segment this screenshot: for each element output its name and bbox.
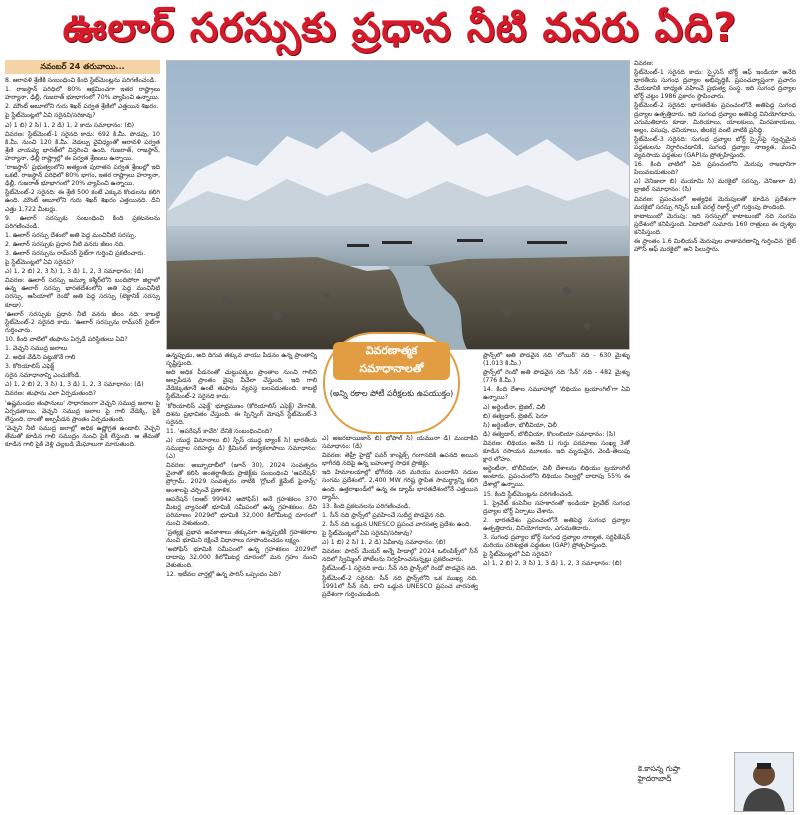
col2-paragraph: ఆపరేషన్ (ఐఆర్ 99942 అపోఫిస్) అనే గ్రహశకలం 370 మీటర్ల వ్యాసంతో భూమికి సమీపంలో ఉన్న గ్రహశకలం. దీని పరిమాణం 2029లో భూమికి 32,000 కిలోమీటర్ల దూరంలో నుంచి వెళుతుంది. [166, 495, 317, 527]
col4-paragraph: సి) అర్జెంటీనా, బొలీవియా, చిలీ [483, 421, 557, 429]
col4-paragraph: బి) ఈక్వెడార్, బ్రెజిల్, పెరూ [483, 412, 548, 420]
col1-paragraph: 'ఉష్ణమండల తుఫానులు' సాధారణంగా వెచ్చని సముద్ర జలాల పై ఏర్పడతాయి. వెచ్చని సముద్ర జలాల పై గాలి వేడెక్కి, పైకి లేస్తుంది. దాంతో అల్పపీడన ప్రాంతం ఏర్పడుతుంది. [5, 399, 160, 423]
col3-paragraph: వివరణ: తెహ్రీ హైడ్రో పవర్ కాంప్లెక్స్ గంగానదికి ఉపనది అయిన భాగీరథి నదిపై ఉన్న బహుళార్థ సాధక ప్రాజెక్టు. [322, 452, 478, 468]
col3-paragraph: స్టేట్‌మెంట్-1 సరైనది కాదు: సీన్ నది ఫ్రాన్స్‌లో రెండో పొడవైన నది. [322, 565, 478, 573]
col3-paragraph: ఎ) అజరబాయిజాన్ బి) భోపాల్ సి) యమునా డి) మందాకిని సమాధానం: (డి) [322, 435, 478, 451]
col4-paragraph: 1. ప్రైవేట్ కంపెనీల సహకారంతో ఇండియా ప్రైవేట్ సుగంధ ద్రవ్యాల బోర్డ్ ఏర్పాటు చేశారు. [483, 499, 630, 515]
col1-paragraph: 'రాజస్థాన్' ప్రభుత్వంలోని అత్యంత పురాతన పర్వత శ్రేణుల్లో ఇది ఒకటి. రాజస్థాన్ పరిధిలో 80% భాగం, ఇతర రాష్ట్రాలు హర్యానా, ఢిల్లీ, గుజరాత్ భూభాగంలో 20% వ్యాపించి ఉన్నాయి. [5, 164, 160, 188]
lake-photo [166, 60, 630, 350]
col1-paragraph: 'వెచ్చని నీటి సముద్ర జలాల్లో అధిక ఉష్ణోగ్రత ఉండాలి. వెచ్చని తేమతో కూడిన గాలి సముద్రం నుంచి పైకి లేస్తుంది. ఆ తేమతో కూడిన గాలి పైకి వెళ్లి చల్లబడి మేఘాలుగా మారుతుంది. [5, 424, 160, 449]
col3-paragraph: పై స్టేట్‌మెంట్లలో ఏవి సరైనవి/సరికావు? [322, 530, 413, 538]
col5-paragraph: వివరణ: ప్రపంచంలో అత్యధిక మెరుపులతో కూడిన ప్రదేశంగా మరకైబో సరస్సు గిన్నిస్ బుక్ వరల్డ్ రికార్డ్స్‌లో గుర్తింపు పొందింది. [634, 195, 796, 211]
column-2 [166, 352, 317, 810]
col1-paragraph: వివరణ: తుఫాను ఎలా ఏర్పడుతుంది? [5, 390, 96, 398]
col4-paragraph: ఎ) 1, 2 బి) 2, 3 సి) 1, 3 డి) 1, 2, 3 సమాధానం: (బి) [483, 560, 622, 568]
col3-paragraph: 13. కింది ప్రకటనలను పరిగణించండి. [322, 502, 411, 510]
column-1 [5, 60, 160, 810]
col1-paragraph: వివరణ: ఊలార్ సరస్సు జమ్మూ కశ్మీర్‌లోని బందిపోరా జిల్లాలో ఉన్న ఊలార్ సరస్సు భారతదేశంలోని అతి పెద్ద మంచినీటి సరస్సు. ఆసియాలో రెండో అతి పెద్ద సరస్సు (టెక్టానిక్ సరస్సు కూడా). [5, 277, 160, 309]
feature-badge-subheading: (అన్ని రకాల పోటీ పరీక్షలకు ఉపయుక్తం) [329, 389, 454, 398]
col5-paragraph: స్టేట్‌మెంట్-3 సరైనది: సుగంధ ద్రవ్యాల బోర్డ్ స్పైస్‌పై స్వచ్ఛమైన పద్ధతులను నిర్ధారించడానికి, సుగంధ ద్రవ్యాల నాణ్యత, మంచి వ్యవసాయ పద్ధతుల (GAP)ను ప్రోత్సహిస్తుంది. [634, 135, 796, 160]
col4-paragraph: 15. కింది స్టేట్‌మెంట్లను పరిగణించండి. [483, 490, 574, 498]
col1-paragraph: ఎ) 1 బి) 2 సి) 1, 2 డి) 1, 2 కాదు సమాధానం: (బి) [5, 121, 135, 129]
col1-paragraph: 3. కోరియాలిస్ ఎఫెక్ట్ [5, 363, 55, 371]
col2-paragraph: 11. 'ఆపరేషన్ కావేరి' దేనికి సంబంధించింది? [166, 427, 273, 435]
feature-badge-heading: వివరణాత్మక సమాధానాలతో [359, 344, 424, 375]
col1-paragraph: 2. మౌంట్ అబూలోని గురు శిఖర్ పర్వత శ్రేణిలో ఎత్తయిన శిఖరం. [5, 103, 159, 111]
column-3 [322, 435, 478, 810]
author-name: కె.కాసన్న గుప్తా [638, 764, 681, 773]
col2-paragraph: 12. ఇటీవల వార్తల్లో ఉన్న పారిస్ ఒప్పందం ఏది? [166, 571, 282, 579]
col1-paragraph: ఎ) 1, 2 బి) 2, 3 సి) 1, 3 డి) 1, 2, 3 సమాధానం: (డి) [5, 381, 144, 389]
col2-paragraph: అది అధిక పీడనంతో చుట్టుపక్కల ప్రాంతాల నుంచి గాలిని అల్పపీడన ప్రాంతం వైపు వీచేలా చేస్తుంది. ఇది గాలి వేడెక్కుతూనే ఉంటే తుఫాను వ్యవస్థ బలపడుతుంది. కాబట్టి స్టేట్‌మెంట్-2 సరైనది కాదు. [166, 369, 317, 401]
col4-paragraph: అర్జెంటీనా, బొలీవియా, చిలీ దేశాలను లిథియం ట్రయాంగిల్ అంటారు. ప్రపంచంలోని లిథియం నిల్వల్లో దాదాపు 55% ఈ దేశాల్లో ఉన్నాయి. [483, 465, 630, 489]
col3-paragraph: ఎ) 1 బి) 2 సి) 1, 2 డి) ఏవీకావు సమాధానం: (బి) [322, 539, 446, 547]
col5-paragraph: వివరణ: [634, 60, 654, 67]
col5-paragraph: స్టేట్‌మెంట్-1 సరైనది కాదు: స్పైసెస్ బోర్డ్ ఆఫ్ ఇండియా అనేది భారతీయ సుగంధ ద్రవ్యాల అభివృద్ధికి, ప్రపంచవ్యాప్తంగా ప్రచారం చేయడానికి బాధ్యత వహించే ప్రభుత్వ సంస్థ. ఇది సుగంధ ద్రవ్యాల బోర్డ్ చట్టం 1986 ప్రకారం స్థాపించారు. [634, 69, 796, 101]
col4-paragraph: 3. సుగంధ ద్రవ్యాల బోర్డ్ సుగంధ ద్రవ్యాల నాణ్యత, సర్టిఫికేషన్ మరియు పరిశుభ్రత పద్ధతుల (GAP) ప్రోత్సహిస్తుంది. [483, 533, 630, 550]
col3-paragraph: 2. సీన్ నది ఒడ్డున UNESCO ప్రపంచ వారసత్వ ప్రదేశం ఉంది. [322, 520, 472, 528]
col2-paragraph: 'ప్రత్యక్ష ప్రభావ అవకాశాలు తక్కువగా ఉన్నప్పటికీ గ్రహశకలాల నుంచి భూమిని రక్షించే విధానాలు రూపొందించడం లక్ష్యం. [166, 528, 317, 545]
column-5 [634, 60, 796, 750]
col1-paragraph: పై స్టేట్‌మెంట్లలో ఏవి సరైనవి? [5, 259, 75, 267]
col1-paragraph: పై స్టేట్‌మెంట్లలో ఏవి సరైనవి/సరికావు? [5, 112, 96, 120]
col4-paragraph: ఫ్రాన్స్‌లో రెండో అతి పొడవైన నది 'సీన్' నది - 482 మైళ్ళు (776 కి.మీ.) [483, 369, 630, 385]
col2-paragraph: ఉన్నప్పుడు, అది దిగువ తక్కువ వాయు పీడనం ఉన్న ప్రాంతాన్ని సృష్టిస్తుంది. [166, 352, 317, 368]
wular-lake-image [167, 61, 629, 349]
col4-paragraph: 2. భారతదేశం ప్రపంచంలోనే అతిపెద్ద సుగంధ ద్రవ్యాల ఉత్పత్తిదారు, వినియోగదారు, ఎగుమతిదారు. [483, 516, 630, 532]
col1-paragraph: 2. ఊలార్ సరస్సుకు ప్రధాన నీటి వనరు జీలం నది. [5, 240, 126, 248]
col5-paragraph: 16. కింది వాటిలో ఏది ప్రపంచంలోని మెరుపు రాజధానిగా పిలువబడుతుంది? [634, 161, 796, 177]
col2-paragraph: 'కోరియాలిస్ ఎఫెక్ట్' భూభ్రమణం (కోరియాలిస్ ఎఫెక్ట్) వేగానికి, దిశను ప్రభావితం చేస్తుంది. ఈ స్పిన్నింగ్ మోషన్ స్టేట్‌మెంట్-3 సరైనది. [166, 402, 317, 426]
col4-paragraph: డి) ఈక్వెడార్, బొలీవియా, కొలంబియా సమాధానం: (సి) [483, 430, 616, 438]
col1-paragraph: 8. ఆరావళి శ్రేణికి సంబంధించి కింది స్టేట్‌మెంట్లను పరిగణించండి. [5, 77, 157, 85]
col1-paragraph: సరైన సమాధానాన్ని ఎంచుకోండి. [5, 372, 82, 380]
col3-paragraph: వివరణ: పారిస్ మేయర్ అన్నే హిడాల్గో 2024 ఒలింపిక్స్‌లో సీన్ నదిలో స్విమ్మింగ్ పోటీలను నిర్వహించనున్నట్లు ప్రకటించారు. [322, 548, 478, 564]
col5-paragraph: స్టేట్‌మెంట్-2 సరైనది: భారతదేశం ప్రపంచంలోనే అతిపెద్ద సుగంధ ద్రవ్యాల ఉత్పత్తిదారు. ఇది సుగంధ ద్రవ్యాల అతిపెద్ద వినియోగదారు, ఎగుమతిదారు కూడా. మిరియాలు, యాలకులు, మిరపకాయలు, అల్లం, పసుపు, ధనియాలు, జీలకర్ర వంటి వాటికి ప్రసిద్ధి. [634, 102, 796, 134]
col3-paragraph: 1. సీన్ నది ఫ్రాన్స్‌లో ప్రవహించే సుదీర్ఘ పొడవైన నది. [322, 511, 446, 519]
column-1-text [5, 77, 160, 449]
col1-paragraph: 1. రాజస్థాన్ పరిధిలో 80% ఆక్రమించగా ఇతర రాష్ట్రాలు హర్యానా, ఢిల్లీ, గుజరాత్ భూభాగంలో 70% వ్యాపించి ఉన్నాయి. [5, 86, 160, 102]
col5-paragraph: ఈ ప్రాంతం 1.6 మిలియన్ మెరుపుల వాతావరణాన్ని గుర్తించిన 'లైట్ హౌస్ ఆఫ్ మరకైబో' అని పిలుస్తారు. [634, 237, 796, 254]
col2-paragraph: 'అపోఫిస్ భూమికి సమీపంలో ఉన్న గ్రహశకలం 2029లో దాదాపు 32,000 కిలోమీటర్ల దూరంలో మన గ్రహం నుంచి వెళుతుంది. [166, 546, 317, 570]
col4-paragraph: వివరణ: లిథియం అనేది Li గుర్తు పరమాణు సంఖ్య 3తో కూడిన రసాయన మూలకం. ఇది మృదువైన, వెండి-తెలుపు క్షార లోహం. [483, 439, 630, 464]
col3-paragraph: స్టేట్‌మెంట్-2 సరైనది: సీన్ నది ఫ్రాన్స్‌లోని ఒక ముఖ్య నది. 1991లో సీన్ నది, దాని ఒడ్డున UNESCO ప్రపంచ వారసత్వ ప్రదేశంగా గుర్తించబడింది. [322, 574, 478, 598]
col2-paragraph: ఎ) యుద్ధ విమానాలు బి) స్పేస్ యుద్ధ బ్యాంక్ సి) భారతీయ సముద్రాల సరిహద్దు డి) క్రిమినల్ కార్యకలాపాలు సమాధానం: (ఎ) [166, 436, 317, 461]
feature-badge-header [333, 342, 450, 380]
col1-paragraph: 1. వెచ్చని సముద్ర జలాలు [5, 345, 68, 352]
column-4 [483, 352, 630, 810]
col1-paragraph: స్టేట్‌మెంట్-2 సరైనది: ఈ శ్రేణి 500 కంటే ఎక్కువ కొండలను కలిగి ఉంది. మౌంట్ అబూలోని గురు శిఖర్ శిఖరం ఎత్తయినది. దీని ఎత్తు 1,722 మీటర్లు. [5, 189, 160, 213]
col4-paragraph: పై స్టేట్‌మెంట్లలో ఏవి సరైనవి? [483, 551, 553, 559]
continuation-tag: నవంబర్ 24 తరువాయి... [5, 60, 160, 74]
col5-paragraph: కాటాటుంబో మెరుపు: ఇది సరస్సులో కాటాటుంబో నది సంగమ ప్రదేశంలో కనిపిస్తుంది. ఏడాదిలో సుమారు 160 రాత్రులు ఈ దృశ్యం కనిపిస్తుంది. [634, 212, 796, 236]
col1-paragraph: వివరణ: స్టేట్‌మెంట్-1 సరైనది కాదు: 692 కి.మీ. పొడవు, 10 కి.మీ. నుంచి 120 కి.మీ. వెడల్పు వైవిధ్యంతో ఆరావళి పర్వత శ్రేణి వాయవ్య భారత్‌లో విస్తరించి ఉంది. గుజరాత్, రాజస్థాన్, హర్యానా, ఢిల్లీ రాష్ట్రాల్లో ఈ పర్వత శ్రేణులు ఉన్నాయి. [5, 130, 160, 162]
col3-paragraph: ఇది హిమాలయాల్లో భోగీరథి నది మరియు మందాకిని నదుల సంగమ ప్రదేశంలో, 2,400 MW గరిష్ట స్థాపిత సామర్థ్యాన్ని కలిగి ఉంది. ఉత్తరాఖండ్‌లో ఉన్న ఈ డ్యామ్ భారతదేశంలోనే ఎత్తయిన డ్యామ్. [322, 469, 478, 501]
author-name-block [638, 764, 733, 784]
col2-paragraph: వివరణ: అబ్బూదాబీలో (జూన్ 30), 2024 సంవత్సరం చైనాతో కలిసి అంతర్జాతీయ ప్రాజెక్ట్‌కు సంబంధించి 'ఆపరేషన్' ప్రోగ్రామ్. 2029 సంవత్సరం నాటికి 'గ్లోబల్ క్లైమేట్ ఫైనాన్స్' అంశాలపై చర్చించే ప్రణాళిక. [166, 462, 317, 494]
col1-paragraph: ఎ) 1, 2 బి) 2, 3 సి) 1, 3 డి) 1, 2, 3 సమాధానం: (డి) [5, 268, 144, 276]
col1-paragraph: 'ఊలార్ సరస్సుకు ప్రధాన నీటి వనరు జీలం నది. కాబట్టి స్టేట్‌మెంట్-2 సరైనది కాదు. 'ఊలార్ సరస్సును రామ్‌సర్ సైట్‌గా గుర్తించారు. [5, 310, 160, 334]
author-place: హైదరాబాద్ [638, 774, 672, 783]
author-block [634, 752, 796, 810]
page-title: ఊలార్ సరస్సుకు ప్రధాన నీటి వనరు ఏది? [62, 5, 738, 51]
feature-badge [323, 332, 460, 434]
col4-paragraph: 14. కింది దేశాల సమూహాల్లో 'లిథియం ట్రయాంగిల్'గా ఏవి ఉన్నాయి? [483, 386, 630, 402]
col4-paragraph: ఫ్రాన్స్‌లో అతి పొడవైన నది 'లోయిర్' నది - 630 మైళ్ళు (1,013 కి.మీ.) [483, 352, 630, 368]
col1-paragraph: 10. కింది వాటిలో తుఫాను ఏర్పడే పరిస్థితులు ఏవి? [5, 335, 128, 343]
col1-paragraph: 2. అధిక వేడిని పట్టుకొనే గాలి [5, 354, 76, 362]
col5-paragraph: ఎ) వెనిజులా బి) మయామి సి) మరకైబో సరస్సు, వెనిజులా డి) బ్రాజిల్ సమాధానం: (సి) [634, 178, 796, 194]
col1-paragraph: 3. ఊలార్ సరస్సును రామ్‌సర్ సైట్‌గా గుర్తించి ప్రకటించారు. [5, 249, 146, 257]
col4-paragraph: ఎ) అర్జెంటీనా, బ్రెజిల్, చిలీ [483, 403, 546, 411]
col1-paragraph: 9. ఊలార్ సరస్సుకు సంబంధించి కింది ప్రకటనలను పరిగణించండి. [5, 214, 160, 230]
author-avatar-icon [735, 753, 793, 811]
col1-paragraph: 1. ఊలార్ సరస్సు దేశంలో అతి పెద్ద మంచినీటి సరస్సు. [5, 231, 137, 239]
author-photo [734, 752, 794, 812]
